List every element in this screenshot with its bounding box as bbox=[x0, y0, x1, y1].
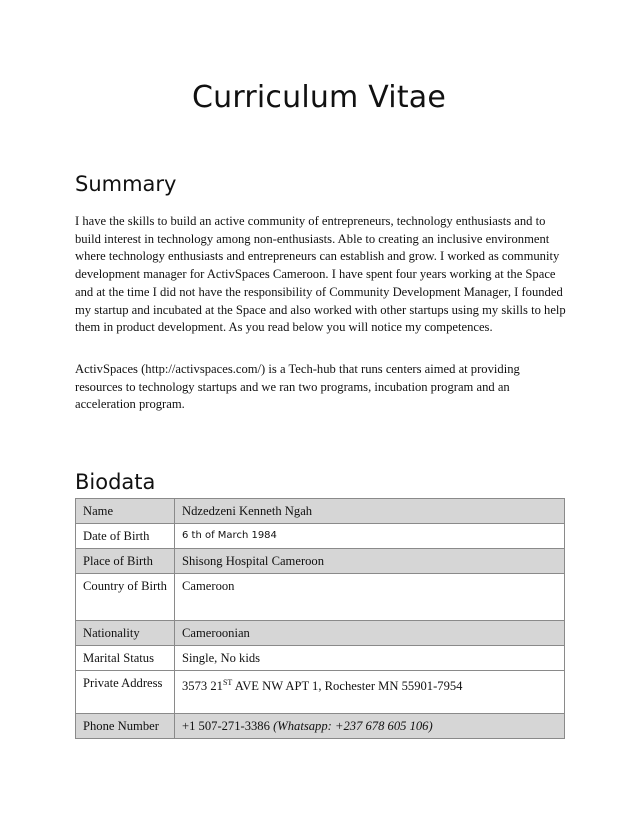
summary-paragraph-1: I have the skills to build an active community of entrepreneurs, technology enthusiasts and to build interest in technology among non-enthusiasts. Able to creating an inclusive environment where technology enthusiasts and entrepreneurs can establish and grow. I worked as community development manager for ActivSpaces Cameroon. I have spent four years working at the Space and at the time I did not have the responsibility of Community Development Manager, I founded my startup and incubated at the Space and also worked with other startups using my skills to help them in product development. As you read below you will notice my competences. bbox=[75, 214, 566, 335]
row-value: Cameroonian bbox=[175, 621, 565, 646]
row-value: 6 th of March 1984 bbox=[175, 524, 565, 549]
row-label: Date of Birth bbox=[76, 524, 175, 549]
row-value: Cameroon bbox=[175, 574, 565, 621]
address-rest: AVE NW APT 1, Rochester MN 55901-7954 bbox=[232, 679, 463, 694]
row-value: Single, No kids bbox=[175, 646, 565, 671]
biodata-table bbox=[75, 498, 565, 739]
row-label: Phone Number bbox=[76, 714, 175, 739]
row-label: Marital Status bbox=[76, 646, 175, 671]
table-row bbox=[76, 549, 565, 574]
table-row bbox=[76, 714, 565, 739]
whatsapp-number: (Whatsapp: +237 678 605 106) bbox=[273, 719, 433, 733]
table-row bbox=[76, 499, 565, 524]
summary-heading: Summary bbox=[75, 172, 177, 196]
row-label: Place of Birth bbox=[76, 549, 175, 574]
table-row bbox=[76, 671, 565, 714]
biodata-heading: Biodata bbox=[75, 470, 156, 494]
address-suffix-sup: ST bbox=[222, 678, 233, 687]
row-value: Ndzedzeni Kenneth Ngah bbox=[175, 499, 565, 524]
row-label: Private Address bbox=[76, 671, 175, 714]
row-label: Name bbox=[76, 499, 175, 524]
table-row bbox=[76, 621, 565, 646]
row-value bbox=[175, 714, 565, 739]
table-row bbox=[76, 574, 565, 621]
table-row bbox=[76, 524, 565, 549]
row-value: Shisong Hospital Cameroon bbox=[175, 549, 565, 574]
row-label: Nationality bbox=[76, 621, 175, 646]
row-value bbox=[175, 671, 565, 714]
address-number: 3573 21 bbox=[182, 679, 223, 694]
row-label: Country of Birth bbox=[76, 574, 175, 621]
table-row bbox=[76, 646, 565, 671]
document-title: Curriculum Vitae bbox=[191, 80, 447, 115]
phone-number: +1 507-271-3386 bbox=[182, 719, 274, 733]
summary-paragraph-2: ActivSpaces (http://activspaces.com/) is a Tech-hub that runs centers aimed at providing resources to technology startups and we ran two programs, incubation program and an acceleration program. bbox=[75, 362, 520, 412]
